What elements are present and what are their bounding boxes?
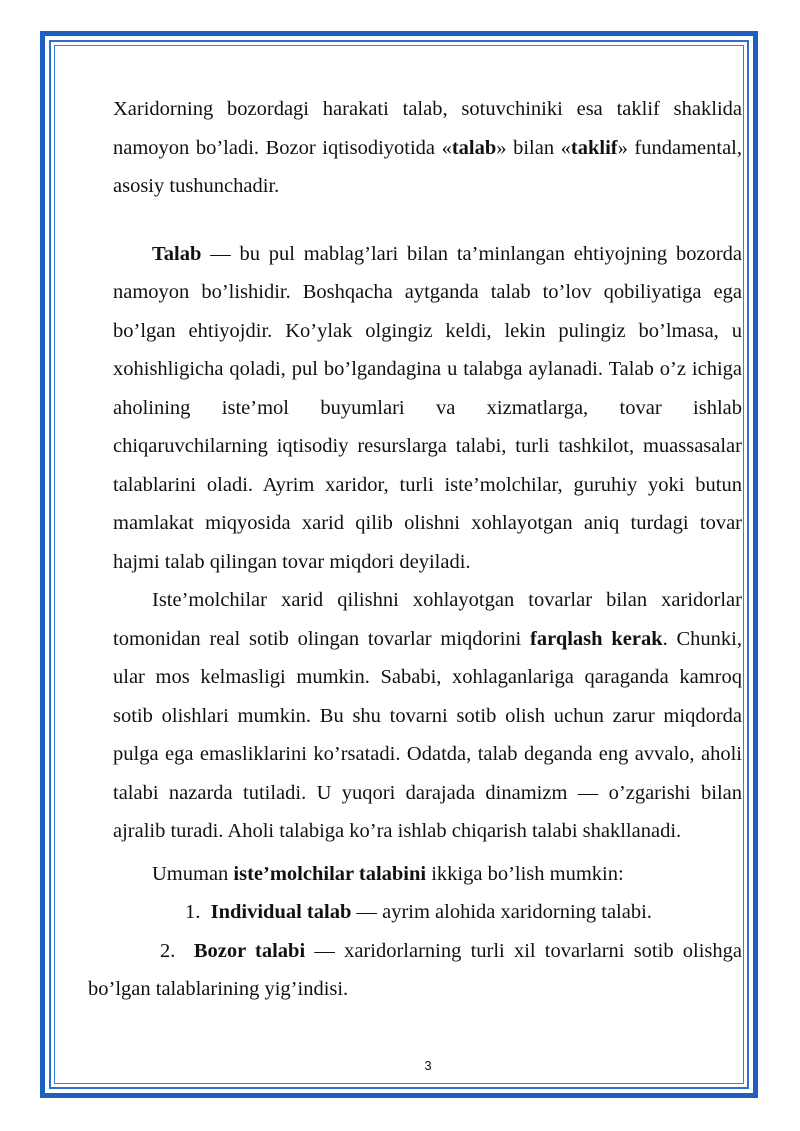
term-farqlash-kerak: farqlash kerak xyxy=(530,627,663,650)
list-term: Individual talab xyxy=(210,901,352,923)
list-number: 2. xyxy=(160,939,176,962)
list-item xyxy=(113,893,742,932)
paragraph-spacer xyxy=(113,206,742,235)
term-talab: talab xyxy=(451,136,497,159)
list-item xyxy=(88,932,742,1009)
paragraph-intro: Xaridorning bozordagi harakati talab, sotuvchiniki esa taklif shaklida namoyon bo’ladi. Bozor iqtisodiyotida «talab» bilan «taklif» fundamental, asosiy tushunchadir. xyxy=(113,98,742,197)
list-text: — xaridorlarning turli xil tovarlarni sotib olishga bo’lgan talablarining yig’indisi. xyxy=(88,939,743,1000)
paragraph-consumers: Iste’molchilar xarid qilishni xohlayotgan tovarlar bilan xaridorlar tomonidan real sotib olingan tovarlar miqdorini farqlash kerak. Chunki, ular mos kelmasligi mumkin. Sababi, xohlaganlariga qaraganda kamroq sotib olishlari mumkin. Bu shu tovarni sotib olish uchun zarur miqdorda pulga ega emasliklarini ko’rsatadi. Odatda, talab deganda eng avvalo, aholi talabi nazarda tutiladi. U yuqori darajada dinamizm — o’zgarishi bilan ajralib turadi. Aholi talabiga ko’ra ishlab chiqarish talabi shakllanadi. xyxy=(113,589,742,842)
document-body xyxy=(88,90,743,1009)
list-text: — ayrim alohida xaridorning talabi. xyxy=(351,901,652,923)
term-talab-definition: Talab xyxy=(152,242,202,265)
list-number: 1. xyxy=(185,901,201,923)
page-number: 3 xyxy=(424,1058,432,1073)
paragraph-umuman: Umuman iste’molchilar talabini ikkiga bo’lish mumkin: xyxy=(152,862,624,885)
term-istemolchilar-talabini: iste’molchilar talabini xyxy=(233,862,427,885)
list-term: Bozor talabi xyxy=(193,939,306,962)
paragraph-talab-definition: Talab — bu pul mablag’lari bilan ta’minlangan ehtiyojning bozorda namoyon bo’lishidir. Boshqacha aytganda talab to’lov qobiliyatiga ega bo’lgan ehtiyojdir. Ko’ylak olgingiz keldi, lekin pulingiz bo’lmasa, u xohishligicha qoladi, pul bo’lgandagina u talabga aylanadi. Talab o’z ichiga aholining iste’mol buyumlari va xizmatlarga, tovar ishlab chiqaruvchilarning iqtisodiy resurslarga talabi, turli tashkilot, muassasalar talablarini oladi. Ayrim xaridor, turli iste’molchilar, guruhiy yoki butun mamlakat miqyosida xarid qilib olishni xohlayotgan aniq turdagi tovar hajmi talab qilingan tovar miqdori deyiladi. xyxy=(113,242,742,573)
term-taklif: taklif xyxy=(570,136,618,159)
